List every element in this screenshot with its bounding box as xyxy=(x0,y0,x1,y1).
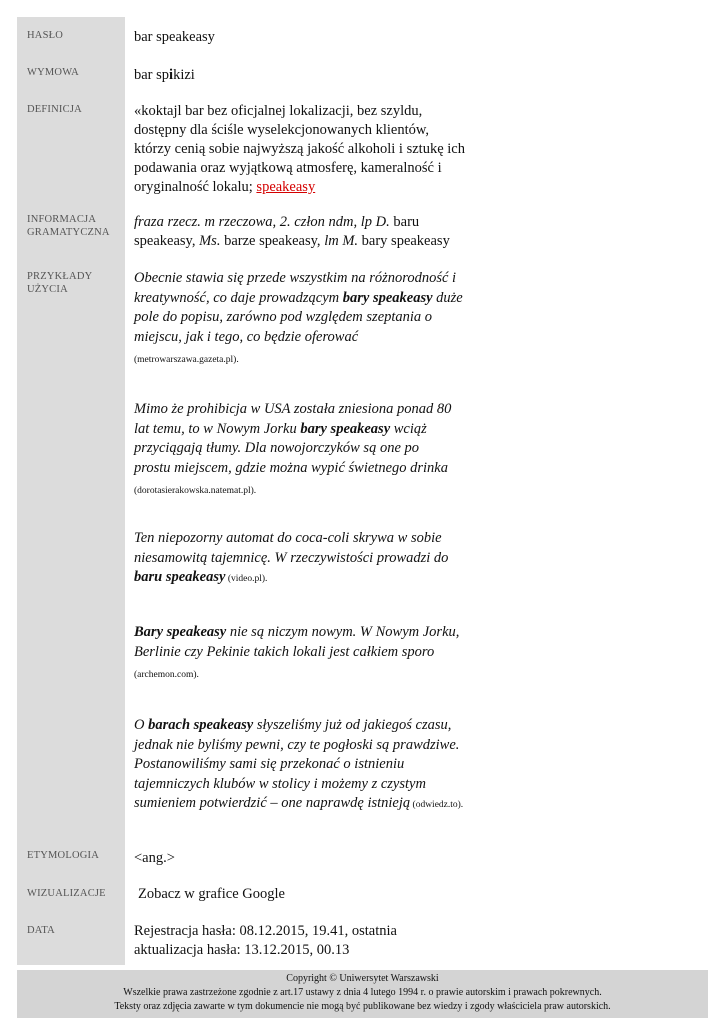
przyklady-label: PRZYKŁADY UŻYCIA xyxy=(27,271,93,295)
publication-notice: Teksty oraz zdjęcia zawarte w tym dokumencie nie mogą być publikowane bez wiedzy i zgody właściciela praw autorskich. xyxy=(114,1001,611,1012)
example: Bary speakeasy nie są niczym nowym. W Nowym Jorku, Berlinie czy Pekinie takich lokali jest całkiem sporo (archemon.com). xyxy=(134,624,460,680)
wymowa-label: WYMOWA xyxy=(27,67,79,78)
wizualizacje-label: WIZUALIZACJE xyxy=(27,888,106,899)
copyright-line: Copyright © Uniwersytet Warszawski xyxy=(286,973,439,984)
google-images-link[interactable]: Zobacz w grafice Google xyxy=(138,886,285,902)
etymology: <ang.> xyxy=(134,850,175,866)
copyright-footer xyxy=(17,970,708,1018)
example: Obecnie stawia się przede wszystkim na różnorodność i kreatywność, co daje prowadzącym bary speakeasy duże pole do popisu, zarówno pod względem szeptania o miejscu, jak i tego, co będzie oferować (metrowarszawa.gazeta.pl). xyxy=(134,270,463,365)
example: Ten niepozorny automat do coca-coli skrywa w sobie niesamowitą tajemnicę. W rzeczywistości prowadzi do baru speakeasy (video.pl). xyxy=(134,530,449,585)
example: O barach speakeasy słyszeliśmy już od jakiegoś czasu, jednak nie byliśmy pewni, czy te pogłoski są prawdziwe. Postanowiliśmy sami się przekonać o istnieniu tajemniczych klubów w stolicy i możemy z czystym sumieniem potwierdzić – one naprawdę istnieją (odwiedz.to). xyxy=(134,717,464,811)
data-label: DATA xyxy=(27,925,55,936)
entry-dates: Rejestracja hasła: 08.12.2015, 19.41, ostatnia aktualizacja hasła: 13.12.2015, 00.13 xyxy=(134,923,397,958)
label-column xyxy=(17,17,125,965)
grammar-info: fraza rzecz. m rzeczowa, 2. człon ndm, lp D. baru speakeasy, Ms. barze speakeasy, lm M. bary speakeasy xyxy=(134,214,450,249)
gram-label: INFORMACJA GRAMATYCZNA xyxy=(27,214,110,238)
example: Mimo że prohibicja w USA została zniesiona ponad 80 lat temu, to w Nowym Jorku bary speakeasy wciąż przyciągają tłumy. Dla nowojorczyków są one po prostu miejscem, gdzie można wypić świetnego drinka (dorotasierakowska.natemat.pl). xyxy=(134,401,452,496)
definition: «koktajl bar bez oficjalnej lokalizacji, bez szyldu, dostępny dla ściśle wyselekcjonowanych klientów, którzy cenią sobie najwyższą jakość alkoholi i sztukę ich podawania oraz wyjątkową atmosferę, kameralność i oryginalność lokalu; speakeasy xyxy=(134,103,465,195)
haslo-label: HASŁO xyxy=(27,30,64,41)
definition-link[interactable]: speakeasy xyxy=(256,179,316,195)
headword: bar speakeasy xyxy=(134,29,215,45)
definicja-label: DEFINICJA xyxy=(27,104,82,115)
pronunciation: bar spikizi xyxy=(134,67,195,83)
rights-line: Wszelkie prawa zastrzeżone zgodnie z art.17 ustawy z dnia 4 lutego 1994 r. o prawie autorskim i prawach pokrewnych. xyxy=(123,987,602,998)
etymologia-label: ETYMOLOGIA xyxy=(27,850,99,861)
